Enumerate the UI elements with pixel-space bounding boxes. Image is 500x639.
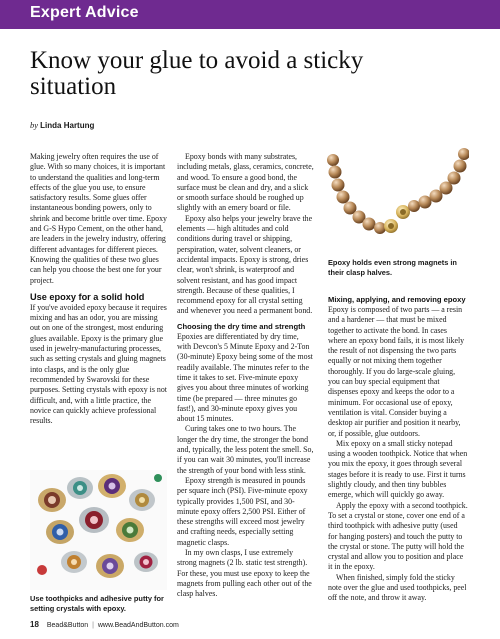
paragraph: Curing takes one to two hours. The longer the dry time, the stronger the bond and, typically, the less potent the smell. So, if you can wait 30 minutes, you'll increase the strength of your bond with less stink. (177, 424, 314, 475)
crystal-setting (96, 554, 124, 578)
photo-caption: Epoxy holds even strong magnets in their clasp halves. (328, 258, 457, 277)
pearl-strand-right (408, 148, 469, 212)
page-number: 18 (30, 620, 39, 629)
crystals-photo (30, 470, 167, 590)
page-footer (30, 620, 179, 629)
section-label: Expert Advice (30, 4, 139, 21)
crystal-setting (116, 518, 144, 542)
crystal-setting (38, 488, 66, 512)
subheading: Mixing, applying, and removing epoxy (328, 295, 466, 304)
paragraph: Mix epoxy on a small sticky notepad using a wooden toothpick. Notice that when you mix the epoxy, it goes through several stages before it is ready to use. First it turns slightly cloudy, and then tiny bubbles emerge, which will quickly go away. (328, 438, 468, 500)
paragraph: Epoxy also helps your jewelry brave the elements — high altitudes and cold conditions during travel or shipping, perspiration, water, solvent cleaners, or accidental impacts. Epoxy is strong, dries clear, won't shrink, is waterproof and solvent resistant, and has good impact strength. Because of these qualities, I recommend epoxy for all crystal setting and whenever you need a permanent bond. (177, 213, 313, 316)
crystal-setting (134, 552, 158, 572)
clasp-half-right (396, 205, 410, 219)
paragraph: In my own clasps, I use extremely strong magnets (2 lb. static test strength). For these, you must use epoxy to keep the magnets from pulling each other out of the clasp halves. (177, 547, 312, 599)
crystal-setting (61, 551, 87, 573)
article-title: Know your glue to avoid a sticky situation (30, 47, 364, 100)
paragraph: Epoxy bonds with many substrates, including metals, glass, ceramics, concrete, and wood. To ensure a good bond, the surface must be clean and dry, and a slick or smooth surface should be roughed up slightly with an emery board or file. (177, 152, 314, 213)
crystal-setting (129, 489, 155, 511)
bead-clasp-photo (327, 146, 469, 255)
paragraph: Epoxy strength is measured in pounds per square inch (PSI). Five-minute epoxy typically provides 1,500 PSI, and 30-minute epoxy offers 2,500 PSI. Either of these strengths will exceed most jewelry and crafting needs, especially setting magnetic clasps. (177, 475, 308, 547)
article-column-3 (328, 295, 468, 604)
article-column-1 (30, 152, 167, 426)
subheading: Choosing the dry time and strength (177, 321, 306, 331)
paragraph: Epoxies are differentiated by dry time, with Devcon's 5 Minute Epoxy and 2-Ton (30-minute) Epoxy being some of the most readily available. The minutes refer to the time it takes to set. Five-minute epoxy gives you about three minutes of working time (be prepared — three minutes go fast!), and 30-minute epoxy gives you about 15 minutes. (177, 331, 313, 424)
paragraph: Apply the epoxy with a second toothpick. To set a crystal or stone, cover one end of a third toothpick with adhesive putty (used for hanging posters) and touch the putty to the crystal or stone. The putty will hold the crystal and allow you to position and place it in the epoxy. (328, 500, 468, 572)
crystal-setting (79, 507, 109, 533)
website-url: www.BeadAndButton.com (97, 622, 179, 629)
pearl-strand-left (327, 154, 386, 234)
section-header-band (0, 0, 500, 29)
crystal-setting (67, 477, 93, 499)
author-name: Linda Hartung (40, 121, 95, 130)
photo-caption: Use toothpicks and adhesive putty for setting crystals with epoxy. (30, 594, 164, 613)
article-column-2 (177, 152, 314, 599)
paragraph: When finished, simply fold the sticky note over the glue and used toothpicks, peel off the note, and throw it away. (328, 572, 467, 603)
subheading: Use epoxy for a solid hold (30, 291, 145, 302)
byline (30, 120, 94, 130)
paragraph: Making jewelry often requires the use of glue. With so many choices, it is important to understand the qualities and long-term effects of the glue you use, to ensure satisfactory results. Some glues offer instantaneous bonding powers, only to shrink and become brittle over time. Epoxy and G-S Hypo Cement, on the other hand, are leaders in the jewelry industry, offering different advantages for different pieces. Knowing the qualities of these two glues can help you choose the best one for your project. (30, 152, 167, 285)
clasp-half-left (384, 219, 398, 233)
byline-prefix: by (30, 120, 39, 130)
crystal-setting (98, 474, 126, 498)
magazine-name: Bead&Button (46, 622, 89, 629)
footer-separator: | (92, 622, 94, 629)
paragraph: If you've avoided epoxy because it requires mixing and has an odor, you are missing out on one of the strongest, most enduring glues available. Epoxy is the primary glue used in jewelry-manufacturing processes, such as setting crystals and gluing magnets into clasps, and is the only glue recommended by Swarovski for these purposes. Setting crystals with epoxy is not difficult, and, with a little practice, the novice can quickly achieve professional results. (30, 302, 167, 426)
crystal-setting (46, 520, 74, 544)
paragraph: Epoxy is composed of two parts — a resin and a hardener — that must be mixed together to activate the bond. In cases where an epoxy bond fails, it is most likely the result of not dispensing the two parts equally or not mixing them together thoroughly. If you do large-scale gluing, you can buy special equipment that dispenses epoxy and keeps the odor to a minimum. For occasional use of epoxy, ventilation is vital. Consider buying a desktop air purifier and position it nearby, or, if possible, glue outdoors. (328, 305, 465, 438)
